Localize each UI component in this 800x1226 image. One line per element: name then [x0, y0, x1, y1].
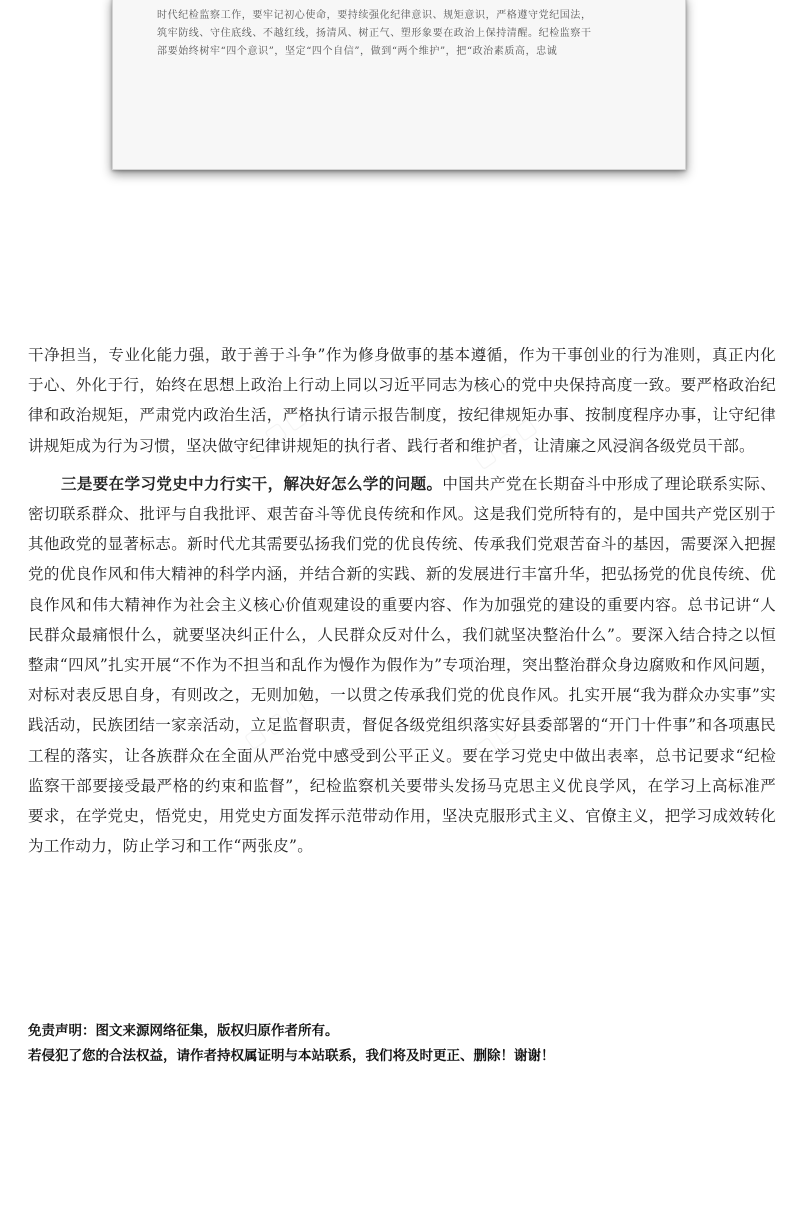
disclaimer: [28, 1019, 776, 1069]
preview-line: 筑牢防线、守住底线、不越红线，扬清风、树正气、塑形象要在政治上保持清醒。纪检监察干: [157, 28, 592, 39]
article-paragraph-section-three: [28, 469, 776, 862]
preview-line: 时代纪检监察工作，要牢记初心使命，要持续强化纪律意识、规矩意识，严格遵守党纪国法，: [157, 10, 592, 21]
disclaimer-line: 免责声明：图文来源网络征集，版权归原作者所有。: [28, 1023, 339, 1039]
document-preview-card: [112, 0, 686, 170]
section-heading: 三是要在学习党史中力行实干，解决好怎么学的问题。: [61, 473, 443, 493]
article-body: [28, 340, 776, 869]
section-body: 中国共产党在长期奋斗中形成了理论联系实际、密切联系群众、批评与自我批评、艰苦奋斗等优良传统和作风。这是我们党所特有的，是中国共产党区别于其他政党的显著标志。新时代尤其需要弘扬我们党的优良传统、传承我们党艰苦奋斗的基因，需要深入把握党的优良作风和伟大精神的科学内涵，并结合新的实践、新的发展进行丰富升华，把弘扬党的优良传统、优良作风和伟大精神作为社会主义核心价值观建设的重要内容、作为加强党的建设的重要内容。总书记讲“人民群众最痛恨什么，就要坚决纠正什么，人民群众反对什么，我们就坚决整治什么”。要深入结合持之以恒整肃“四风”扎实开展“不作为不担当和乱作为慢作为假作为”专项治理，突出整治群众身边腐败和作风问题，对标对表反思自身，有则改之，无则加勉，一以贯之传承我们党的优良作风。扎实开展“我为群众办实事”实践活动，民族团结一家亲活动，立足监督职责，督促各级党组织落实好县委部署的“开门十件事”和各项惠民工程的落实，让各族群众在全面从严治党中感受到公平正义。要在学习党史中做出表率，总书记要求“纪检监察干部要接受最严格的约束和监督”，纪检监察机关要带头发扬马克思主义优良学风，在学习上高标准严要求，在学党史，悟党史，用党史方面发挥示范带动作用，坚决克服形式主义、官僚主义，把学习成效转化为工作动力，防止学习和工作“两张皮”。: [28, 474, 776, 856]
preview-line: 部要始终树牢“四个意识”，坚定“四个自信”，做到“两个维护”，把“政治素质高，忠诚: [157, 46, 558, 57]
article-paragraph: 干净担当，专业化能力强，敢于善于斗争”作为修身做事的基本遵循，作为干事创业的行为准则，真正内化于心、外化于行，始终在思想上政治上行动上同以习近平同志为核心的党中央保持高度一致。要严格政治纪律和政治规矩，严肃党内政治生活，严格执行请示报告制度，按纪律规矩办事、按制度程序办事，让守纪律讲规矩成为行为习惯，坚决做守纪律讲规矩的执行者、践行者和维护者，让清廉之风浸润各级党员干部。: [28, 346, 776, 455]
preview-text: [157, 7, 647, 61]
disclaimer-line: 若侵犯了您的合法权益，请作者持权属证明与本站联系，我们将及时更正、删除！谢谢！: [28, 1048, 555, 1064]
